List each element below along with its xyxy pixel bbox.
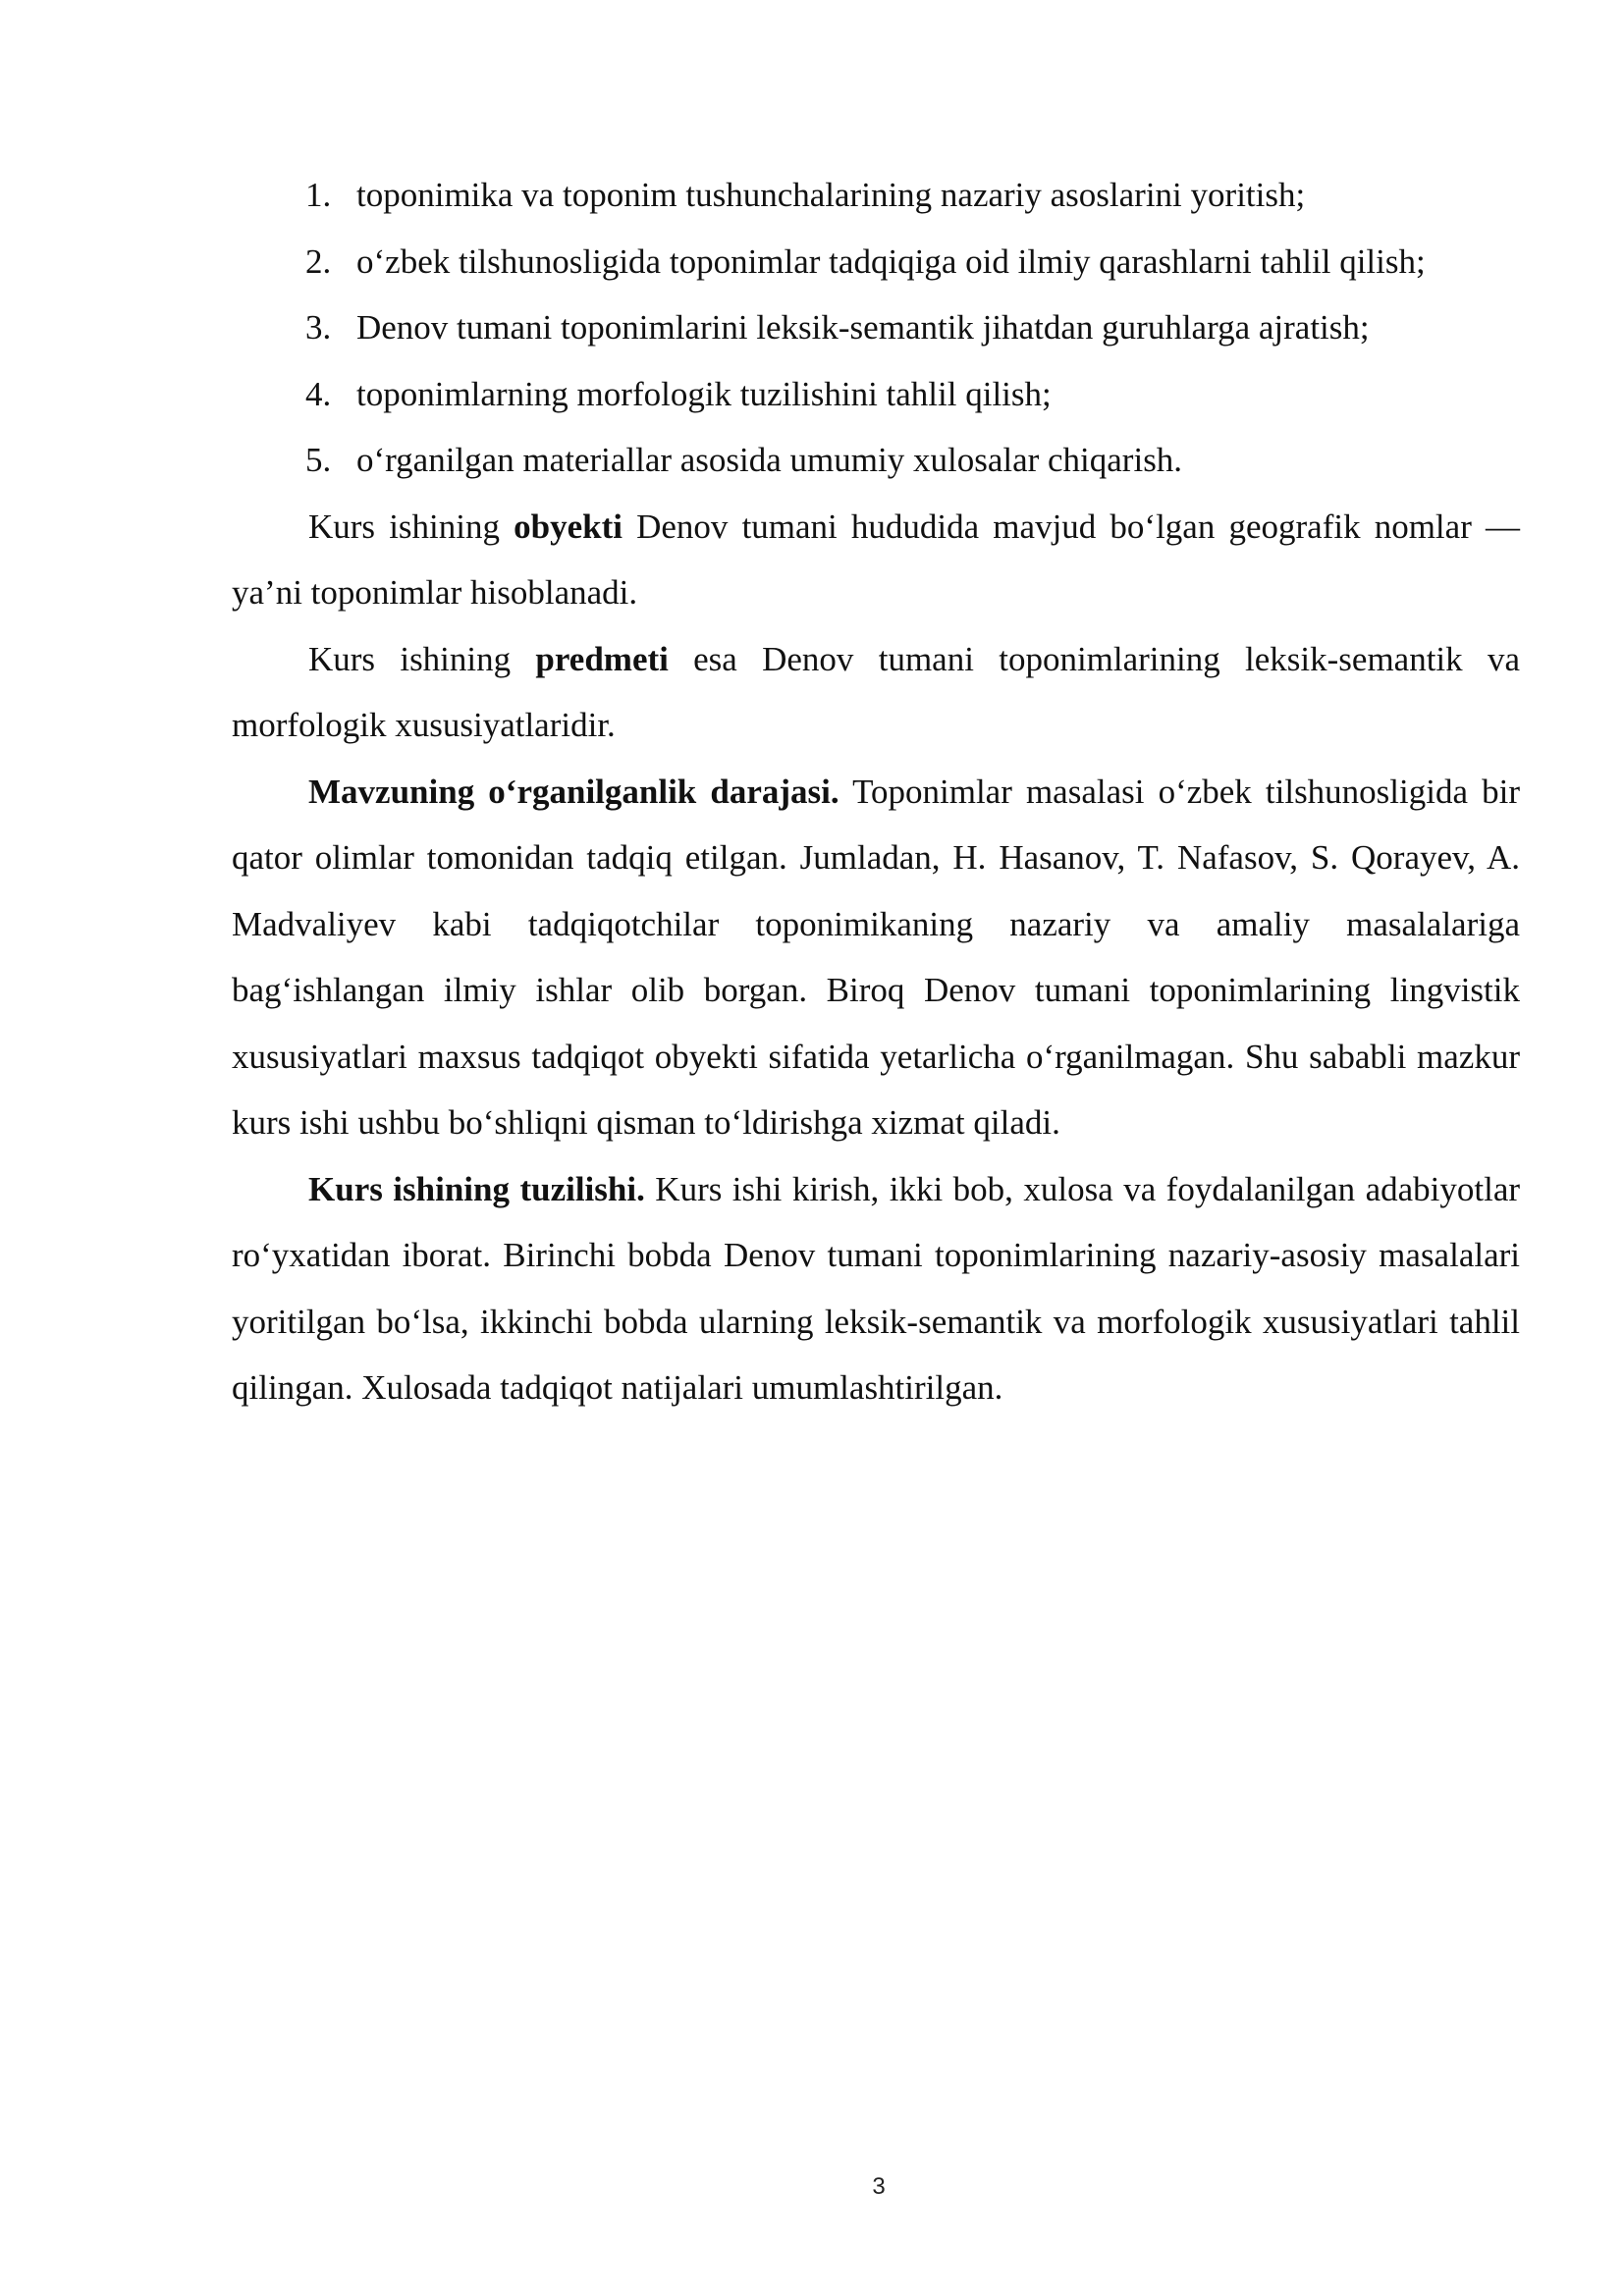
object-term: obyekti <box>514 507 623 546</box>
study-degree-heading: Mavzuning o‘rganilganlik darajasi. <box>308 772 839 811</box>
list-item <box>232 162 1520 229</box>
list-item <box>232 229 1520 295</box>
subject-prefix: Kurs ishining <box>308 639 536 678</box>
list-item-number: 2. <box>305 241 332 281</box>
subject-term: predmeti <box>535 639 669 678</box>
list-item-number: 3. <box>305 308 332 347</box>
list-item-text: toponimlarning morfologik tuzilishini tahlil qilish; <box>356 374 1052 413</box>
list-item-text: Denov tumani toponimlarini leksik-semantik jihatdan guruhlarga ajratish; <box>356 308 1370 347</box>
list-item-number: 1. <box>305 176 332 214</box>
list-item-text: o‘zbek tilshunosligida toponimlar tadqiqiga oid ilmiy qarashlarni tahlil qilish; <box>356 241 1426 281</box>
goals-list <box>232 162 1520 494</box>
list-item-number: 5. <box>305 441 332 479</box>
subject-paragraph <box>232 626 1520 759</box>
list-item <box>232 294 1520 361</box>
study-degree-text: Toponimlar masalasi o‘zbek tilshunosligida bir qator olimlar tomonidan tadqiq etilgan. Jumladan, H. Hasanov, T. Nafasov, S. Qorayev, A. Madvaliyev kabi tadqiqotchilar toponimikaning nazariy va amaliy masalalariga bag‘ishlangan ilmiy ishlar olib borgan. Biroq Denov tumani toponimlarining lingvistik xususiyatlari maxsus tadqiqot obyekti sifatida yetarlicha o‘rganilmagan. Shu sababli mazkur kurs ishi ushbu bo‘shliqni qisman to‘ldirishga xizmat qiladi. <box>232 772 1520 1142</box>
list-item-text: o‘rganilgan materiallar asosida umumiy xulosalar chiqarish. <box>356 441 1183 479</box>
list-item-number: 4. <box>305 374 332 413</box>
study-degree-paragraph <box>232 759 1520 1156</box>
page-number: 3 <box>872 2173 886 2200</box>
list-item <box>232 427 1520 494</box>
object-text: Denov tumani hududida mavjud bo‘lgan geografik nomlar — ya’ni toponimlar hisoblanadi. <box>232 507 1520 612</box>
structure-paragraph <box>232 1156 1520 1421</box>
structure-text: Kurs ishi kirish, ikki bob, xulosa va foydalanilgan adabiyotlar ro‘yxatidan iborat. Birinchi bobda Denov tumani toponimlarining nazariy-asosiy masalalari yoritilgan bo‘lsa, ikkinchi bobda ularning leksik-semantik va morfologik xususiyatlari tahlil qilingan. Xulosada tadqiqot natijalari umumlashtirilgan. <box>232 1169 1521 1407</box>
body-text <box>232 162 1520 1421</box>
object-paragraph <box>232 494 1520 626</box>
structure-heading: Kurs ishining tuzilishi. <box>308 1169 645 1208</box>
list-item-text: toponimika va toponim tushunchalarining nazariy asoslarini yoritish; <box>356 176 1306 214</box>
subject-text: esa Denov tumani toponimlarining leksik-semantik va morfologik xususiyatlaridir. <box>232 639 1520 744</box>
list-item <box>232 361 1520 428</box>
object-prefix: Kurs ishining <box>308 507 514 546</box>
